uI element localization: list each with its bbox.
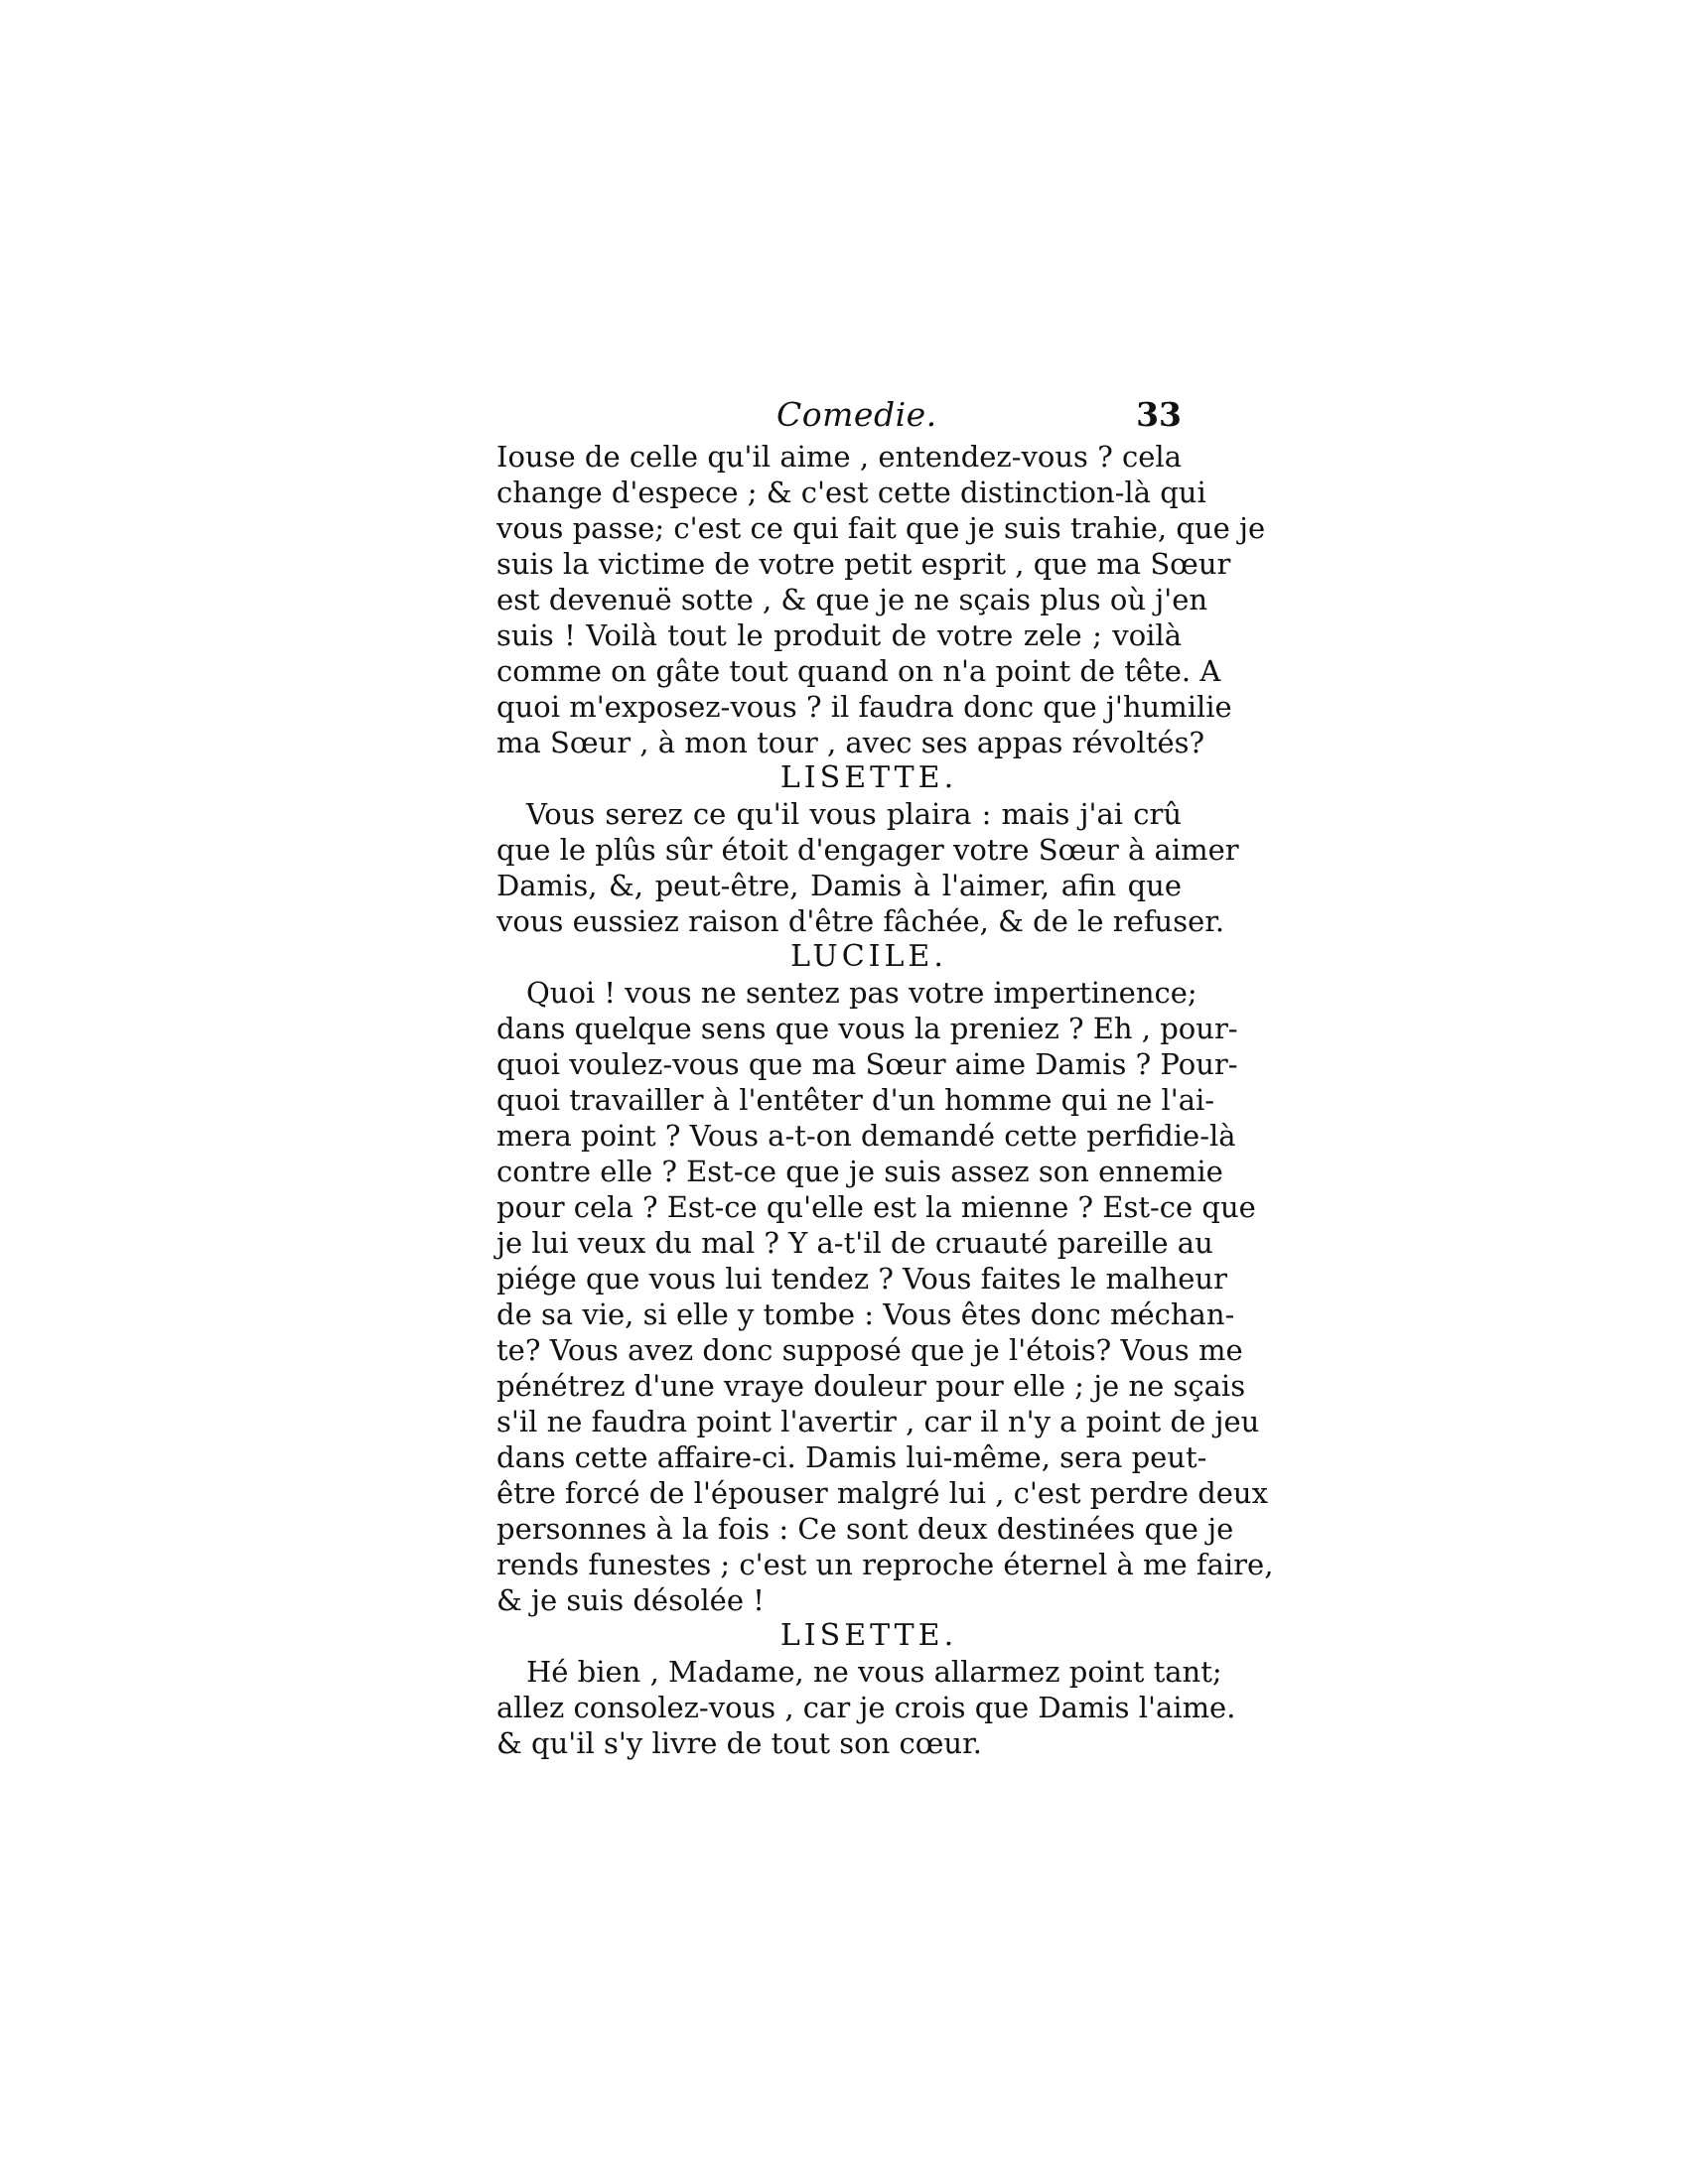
text-line: que le plûs sûr étoit d'engager votre Sœur à aimer [496,833,1239,867]
speaker-name: LISETTE. [779,760,958,795]
text-line: personnes à la fois : Ce sont deux destinées que je [496,1512,1234,1546]
text-line: pénétrez d'une vraye douleur pour elle ; je ne sçais [496,1369,1246,1403]
text-line: quoi m'exposez-vous ? il faudra donc que j'humilie [496,690,1232,724]
text-line: suis ! Voilà tout le produit de votre zele ; voilà [496,618,1182,652]
running-title: Comedie. [776,395,937,434]
page-number: 33 [1136,395,1182,434]
running-head [496,395,1182,439]
text-line: mera point ? Vous a-t-on demandé cette perfidie-là [496,1119,1236,1153]
speaker-name: LISETTE. [779,1618,958,1653]
text-line: Vous serez ce qu'il vous plaira : mais j'ai crû [526,797,1182,831]
text-line: ma Sœur , à mon tour , avec ses appas révoltés? [496,726,1205,759]
text-body [496,439,1274,1761]
text-line: suis la victime de votre petit esprit , que ma Sœur [496,547,1231,581]
text-line: & qu'il s'y livre de tout son cœur. [496,1726,982,1760]
text-line: & je suis désolée ! [496,1583,765,1617]
text-line: quoi travailler à l'entêter d'un homme qui ne l'ai- [496,1083,1215,1117]
text-line: je lui veux du mal ? Y a-t'il de cruauté pareille au [496,1226,1213,1260]
text-line: Hé bien , Madame, ne vous allarmez point tant; [526,1655,1222,1689]
text-line: change d'espece ; & c'est cette distinction-là qui [496,476,1206,509]
text-line: rends funestes ; c'est un reproche éternel à me faire, [496,1548,1274,1581]
text-line: vous passe; c'est ce qui fait que je suis trahie, que je [496,511,1266,545]
text-line: Quoi ! vous ne sentez pas votre impertinence; [526,976,1197,1010]
text-line: de sa vie, si elle y tombe : Vous êtes donc méchan- [496,1297,1235,1331]
text-line: comme on gâte tout quand on n'a point de tête. A [496,654,1221,688]
text-line: contre elle ? Est-ce que je suis assez son ennemie [496,1155,1223,1188]
text-line: être forcé de l'épouser malgré lui , c'est perdre deux [496,1476,1268,1510]
text-line: te? Vous avez donc supposé que je l'étois? Vous me [496,1333,1243,1367]
text-line: quoi voulez-vous que ma Sœur aime Damis ? Pour- [496,1047,1238,1081]
text-line: Damis, &, peut-être, Damis à l'aimer, afin que [496,869,1182,902]
text-line: vous eussiez raison d'être fâchée, & de le refuser. [496,904,1225,938]
text-line: Iouse de celle qu'il aime , entendez-vous ? cela [496,440,1182,474]
book-page [496,395,1274,1761]
text-line: allez consolez-vous , car je crois que Damis l'aime. [496,1691,1236,1724]
text-line: s'il ne faudra point l'avertir , car il n'y a point de jeu [496,1405,1260,1438]
text-line: est devenuë sotte , & que je ne sçais plus où j'en [496,583,1208,616]
text-line: dans quelque sens que vous la preniez ? Eh , pour- [496,1012,1238,1045]
text-line: dans cette affaire-ci. Damis lui-même, sera peut- [496,1440,1207,1474]
text-line: piége que vous lui tendez ? Vous faites le malheur [496,1262,1227,1296]
text-line: pour cela ? Est-ce qu'elle est la mienne ? Est-ce que [496,1190,1256,1224]
speaker-name: LUCILE. [790,939,947,974]
